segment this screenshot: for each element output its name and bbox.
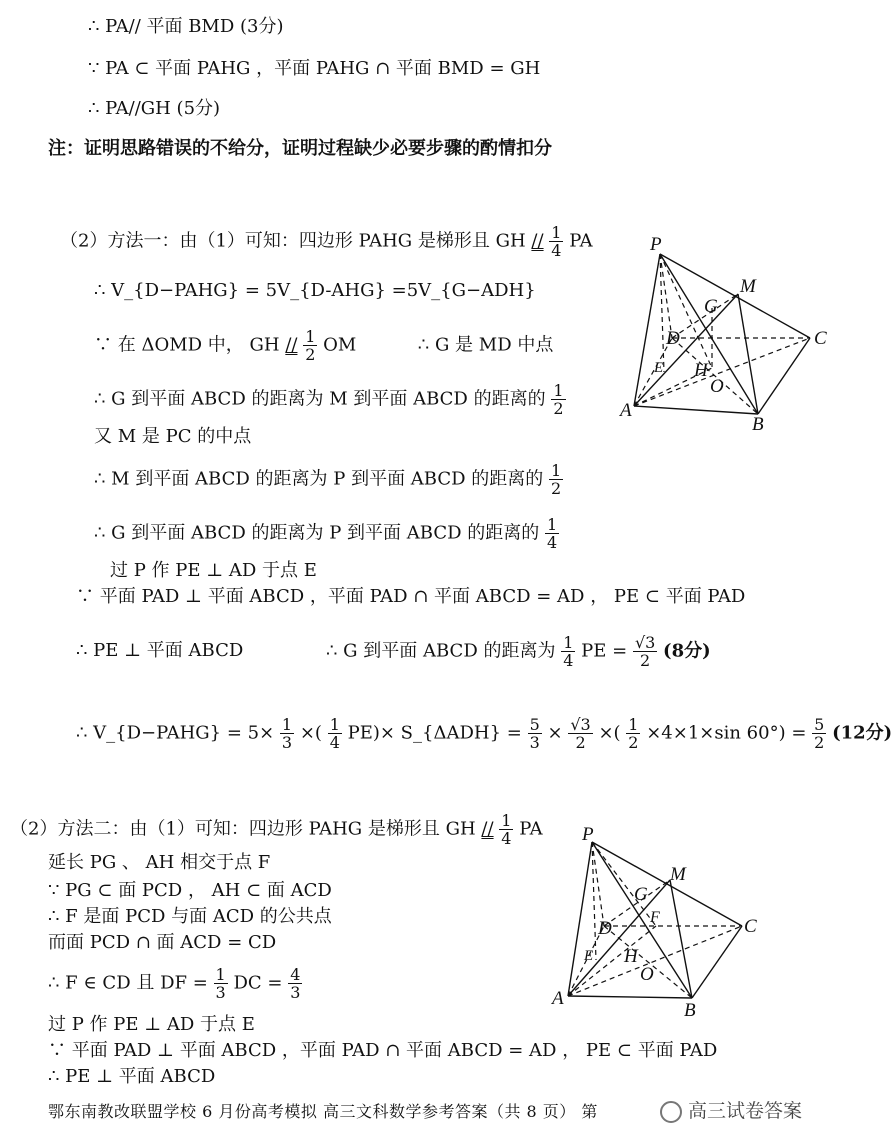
g-distance-line: ∴ G 到平面 ABCD 的距离为 M 到平面 ABCD 的距离的 $\frac{1}{2}$: [94, 381, 564, 418]
fraction-half: $\frac{1}{2}$: [553, 381, 564, 418]
label-h: H: [624, 946, 638, 967]
fraction-root3-over-2: $\frac{√3}{2}$: [570, 715, 591, 752]
edge-mb: [738, 294, 758, 414]
edge-pd: [592, 842, 604, 926]
label-a: A: [620, 400, 632, 421]
fraction-third: $\frac{1}{3}$: [215, 965, 226, 1002]
label-g: G: [704, 296, 718, 317]
df-ratio-line: ∴ F ∈ CD 且 DF = $\frac{1}{3}$ DC = $\frac{4}{3}$: [48, 965, 301, 1002]
edge-db: [604, 926, 692, 998]
label-b: B: [752, 414, 764, 435]
edge-pe: [592, 842, 596, 960]
g-height-line: ∴ G 到平面 ABCD 的距离为 $\frac{1}{4}$ PE = $\frac{√3}{2}$ (8分): [326, 633, 711, 670]
label-p: P: [650, 234, 662, 255]
edge-ac: [568, 926, 742, 996]
fraction-quarter: $\frac{1}{4}$: [563, 633, 574, 670]
label-g: G: [634, 884, 648, 905]
method2-heading: （2）方法二：由（1）可知：四边形 PAHG 是梯形且 GH // $\frac{1}{4}$ PA: [10, 811, 543, 848]
parallel-equal-sign: //: [531, 230, 544, 252]
method1-heading-text: （2）方法一：由（1）可知：四边形 PAHG 是梯形且 GH: [60, 230, 526, 252]
m-distance-line: ∴ M 到平面 ABCD 的距离为 P 到平面 ABCD 的距离的 $\frac{1}{2}$: [94, 461, 562, 498]
volume-calculation: ∴ V_{D−PAHG} = 5× $\frac{1}{3}$ ×( $\frac{1}{4}$ PE)× S_{ΔADH} = $\frac{5}{3}$ × $\frac{√3}{2}$ ×( $\frac{1}{2}$ ×4×1×sin 60°) = $\frac{5}{2}$ (12分): [76, 715, 892, 752]
page-footer: 鄂东南教改联盟学校 6 月份高考模拟 高三文科数学参考答案（共 8 页） 第: [48, 1102, 598, 1121]
label-p: P: [582, 824, 594, 845]
label-f: F: [650, 909, 660, 926]
fraction-quarter: $\frac{1}{4}$: [551, 223, 562, 260]
extend-pg-ah: 延长 PG 、 AH 相交于点 F: [48, 852, 271, 873]
fraction-third: $\frac{1}{3}$: [281, 715, 293, 752]
label-m: M: [740, 276, 756, 297]
pg-subset-line: ∵ PG ⊂ 面 PCD ， AH ⊂ 面 ACD: [48, 880, 332, 901]
parallel-equal-sign: //: [285, 334, 298, 356]
fraction-quarter: $\frac{1}{4}$: [546, 515, 558, 552]
fraction-four-thirds: $\frac{4}{3}$: [290, 965, 301, 1002]
label-c: C: [744, 916, 757, 937]
pyramid-figure-1: [612, 232, 832, 435]
line-pa-subset-plane: ∵ PA ⊂ 平面 PAHG ，平面 PAHG ∩ 平面 BMD = GH: [88, 58, 541, 79]
fraction-root3-over-2: $\frac{√3}{2}$: [634, 633, 656, 670]
watermark-text: 高三试卷答案: [688, 1100, 803, 1122]
fraction-quarter: $\frac{1}{4}$: [501, 811, 512, 848]
edge-af: [568, 926, 656, 996]
label-m: M: [670, 864, 686, 885]
pe-perp-line: ∴ PE ⊥ 平面 ABCD: [76, 640, 244, 661]
label-b: B: [684, 1000, 696, 1021]
method1-heading: [60, 224, 593, 259]
triangle-omd-line: ∵ 在 ΔOMD 中， GH // $\frac{1}{2}$ OM ∴ G 是 MD 中点: [94, 327, 554, 364]
plane-intersection: 而面 PCD ∩ 面 ACD = CD: [48, 932, 277, 953]
pe-perp-line-2: ∴ PE ⊥ 平面 ABCD: [48, 1066, 216, 1087]
fraction-five-halves: $\frac{5}{2}$: [814, 715, 825, 752]
label-h: H: [694, 360, 708, 381]
edge-bc: [758, 338, 810, 414]
f-common-point: ∴ F 是面 PCD 与面 ACD 的公共点: [48, 906, 332, 927]
plane-perp-line-2: ∵ 平面 PAD ⊥ 平面 ABCD ，平面 PAD ∩ 平面 ABCD = AD ， PE ⊂ 平面 PAD: [48, 1040, 718, 1061]
method1-heading-tail: PA: [569, 230, 593, 252]
line-pa-parallel-plane: ∴ PA// 平面 BMD (3分): [88, 16, 284, 37]
line-pa-parallel-gh: ∴ PA//GH (5分): [88, 98, 221, 119]
fraction-half: $\frac{1}{2}$: [305, 327, 316, 364]
label-c: C: [814, 328, 827, 349]
m-midpoint-line: 又 M 是 PC 的中点: [94, 426, 252, 447]
fraction-quarter: $\frac{1}{4}$: [329, 715, 340, 752]
label-d: D: [598, 918, 612, 939]
construct-pe-line: 过 P 作 PE ⊥ AD 于点 E: [110, 560, 317, 581]
parallel-equal-sign: //: [481, 818, 494, 840]
label-o: O: [640, 964, 654, 985]
label-d: D: [666, 328, 680, 349]
label-o: O: [710, 376, 724, 397]
edge-bc: [692, 926, 742, 998]
fraction-half: $\frac{1}{2}$: [551, 461, 562, 498]
fraction-five-thirds: $\frac{5}{3}$: [529, 715, 540, 752]
edge-ab: [634, 406, 758, 414]
pyramid-figure-2: [546, 822, 766, 1022]
wechat-icon: [660, 1101, 682, 1123]
label-e: E: [584, 948, 594, 964]
label-a: A: [552, 988, 564, 1009]
edge-ab: [568, 996, 692, 998]
plane-perp-line: ∵ 平面 PAD ⊥ 平面 ABCD ，平面 PAD ∩ 平面 ABCD = AD ， PE ⊂ 平面 PAD: [76, 586, 746, 607]
volume-relation: ∴ V_{D−PAHG} = 5V_{D-AHG} =5V_{G−ADH}: [94, 280, 536, 301]
construct-pe-line-2: 过 P 作 PE ⊥ AD 于点 E: [48, 1014, 255, 1035]
edge-pe: [660, 254, 664, 372]
grading-note: 注：证明思路错误的不给分，证明过程缺少必要步骤的酌情扣分: [48, 138, 552, 159]
fraction-half: $\frac{1}{2}$: [628, 715, 639, 752]
label-e: E: [654, 360, 664, 376]
g-p-distance-line: ∴ G 到平面 ABCD 的距离为 P 到平面 ABCD 的距离的 $\frac{1}{4}$: [94, 515, 558, 552]
watermark: [660, 1096, 802, 1123]
